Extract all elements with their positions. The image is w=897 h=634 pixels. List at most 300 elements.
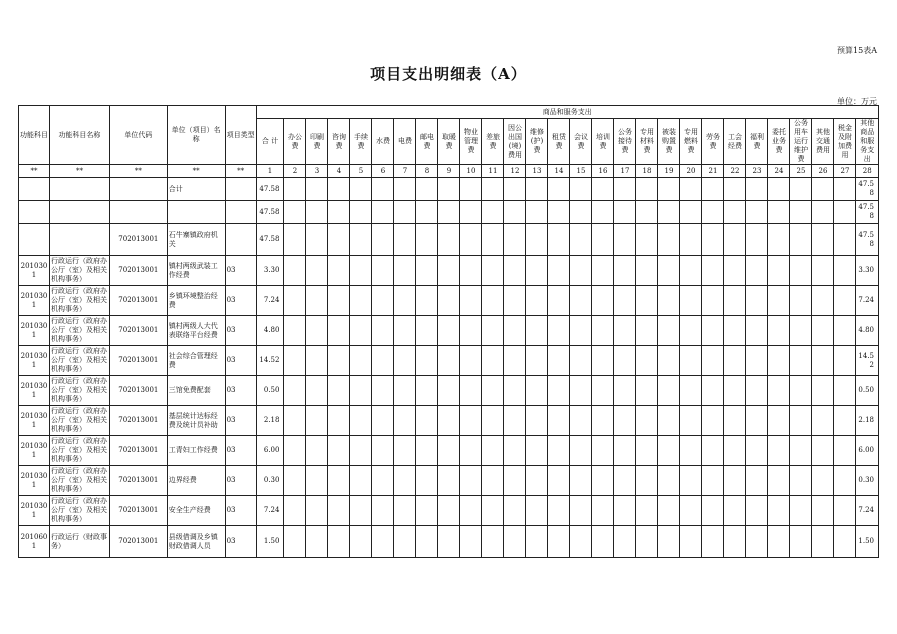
- empty-cell: [724, 466, 746, 496]
- empty-cell: [614, 286, 636, 316]
- empty-cell: [680, 256, 702, 286]
- column-number: 17: [614, 165, 636, 178]
- empty-cell: [504, 376, 526, 406]
- empty-cell: [526, 201, 548, 224]
- empty-cell: [658, 316, 680, 346]
- empty-cell: [460, 224, 482, 256]
- empty-cell: [372, 286, 394, 316]
- table-row: [19, 406, 879, 436]
- empty-cell: [768, 256, 790, 286]
- empty-cell: [746, 178, 768, 201]
- func-code: 2010301: [19, 406, 50, 436]
- empty-cell: [746, 406, 768, 436]
- project-type: 03: [225, 346, 256, 376]
- header-col: 其他商品和服务支出: [856, 119, 879, 165]
- unit-row: [19, 224, 879, 256]
- empty-cell: [680, 496, 702, 526]
- table-row: [19, 286, 879, 316]
- empty-cell: [658, 466, 680, 496]
- table-row: [19, 346, 879, 376]
- empty-cell: [746, 224, 768, 256]
- empty-cell: [724, 224, 746, 256]
- empty-cell: [724, 286, 746, 316]
- empty-cell: [438, 224, 460, 256]
- empty-cell: [834, 256, 856, 286]
- header-col: 其他交通费用: [812, 119, 834, 165]
- empty-cell: [526, 346, 548, 376]
- empty-cell: [724, 526, 746, 558]
- empty-cell: [592, 436, 614, 466]
- subtotal-row: [19, 201, 879, 224]
- empty-cell: [790, 466, 812, 496]
- unit-code: 702013001: [109, 256, 167, 286]
- empty-cell: [416, 224, 438, 256]
- total-value: 47.58: [256, 224, 284, 256]
- empty-cell: [812, 406, 834, 436]
- empty-cell: [790, 256, 812, 286]
- star-cell: **: [225, 165, 256, 178]
- empty-cell: [592, 286, 614, 316]
- func-name: 行政运行（政府办公厅（室）及相关机构事务）: [49, 496, 109, 526]
- column-number: 16: [592, 165, 614, 178]
- unit-code: 702013001: [109, 406, 167, 436]
- column-number: 28: [856, 165, 879, 178]
- empty-cell: [438, 286, 460, 316]
- empty-cell: [504, 286, 526, 316]
- empty-cell: [526, 256, 548, 286]
- empty-cell: [724, 316, 746, 346]
- empty-cell: [416, 346, 438, 376]
- empty-cell: [328, 466, 350, 496]
- header-col: 培训费: [592, 119, 614, 165]
- empty-cell: [482, 201, 504, 224]
- empty-cell: [834, 201, 856, 224]
- empty-cell: [482, 376, 504, 406]
- header-unit-code: 单位代码: [109, 106, 167, 165]
- empty-cell: [636, 224, 658, 256]
- empty-cell: [548, 496, 570, 526]
- project-name: 边界经费: [167, 466, 225, 496]
- other-value: 7.24: [856, 286, 879, 316]
- empty-cell: [482, 436, 504, 466]
- empty-cell: [570, 286, 592, 316]
- table-row: [19, 466, 879, 496]
- empty-cell: [746, 256, 768, 286]
- form-number: 预算15表A: [837, 46, 877, 55]
- column-number: 27: [834, 165, 856, 178]
- empty-cell: [548, 286, 570, 316]
- header-col: 公务用车运行维护费: [790, 119, 812, 165]
- empty-cell: [49, 201, 109, 224]
- empty-cell: [526, 286, 548, 316]
- header-col: 手续费: [350, 119, 372, 165]
- empty-cell: [306, 436, 328, 466]
- column-number: 10: [460, 165, 482, 178]
- empty-cell: [504, 436, 526, 466]
- empty-cell: [372, 406, 394, 436]
- empty-cell: [416, 436, 438, 466]
- func-code: 2010301: [19, 286, 50, 316]
- column-number: 15: [570, 165, 592, 178]
- empty-cell: [768, 286, 790, 316]
- empty-cell: [460, 466, 482, 496]
- empty-cell: [482, 224, 504, 256]
- header-col: 专用燃料费: [680, 119, 702, 165]
- total-value: 3.30: [256, 256, 284, 286]
- func-code: 2010301: [19, 346, 50, 376]
- other-value: 3.30: [856, 256, 879, 286]
- empty-cell: [482, 526, 504, 558]
- empty-cell: [394, 201, 416, 224]
- empty-cell: [328, 526, 350, 558]
- other-value: 0.30: [856, 466, 879, 496]
- empty-cell: [109, 178, 167, 201]
- func-code: 2010301: [19, 256, 50, 286]
- empty-cell: [328, 346, 350, 376]
- empty-cell: [768, 466, 790, 496]
- other-value: 47.58: [856, 224, 879, 256]
- header-col: 邮电费: [416, 119, 438, 165]
- column-number: 1: [256, 165, 284, 178]
- func-name: 行政运行（财政事务）: [49, 526, 109, 558]
- empty-cell: [548, 178, 570, 201]
- column-number: 26: [812, 165, 834, 178]
- empty-cell: [526, 526, 548, 558]
- empty-cell: [570, 436, 592, 466]
- empty-cell: [526, 178, 548, 201]
- empty-cell: [482, 466, 504, 496]
- empty-cell: [372, 346, 394, 376]
- empty-cell: [724, 256, 746, 286]
- empty-cell: [834, 316, 856, 346]
- empty-cell: [570, 466, 592, 496]
- empty-cell: [394, 224, 416, 256]
- empty-cell: [394, 346, 416, 376]
- empty-cell: [504, 496, 526, 526]
- empty-cell: [746, 201, 768, 224]
- empty-cell: [680, 286, 702, 316]
- empty-cell: [790, 178, 812, 201]
- empty-cell: [350, 346, 372, 376]
- total-row: [19, 178, 879, 201]
- empty-cell: [680, 201, 702, 224]
- empty-cell: [592, 406, 614, 436]
- empty-cell: [746, 346, 768, 376]
- empty-cell: [768, 496, 790, 526]
- other-value: 7.24: [856, 496, 879, 526]
- empty-cell: [570, 376, 592, 406]
- empty-cell: [680, 346, 702, 376]
- empty-cell: [768, 201, 790, 224]
- empty-cell: [614, 496, 636, 526]
- empty-cell: [394, 178, 416, 201]
- empty-cell: [614, 466, 636, 496]
- func-name: 行政运行（政府办公厅（室）及相关机构事务）: [49, 286, 109, 316]
- empty-cell: [702, 376, 724, 406]
- empty-cell: [724, 346, 746, 376]
- header-col: 劳务费: [702, 119, 724, 165]
- empty-cell: [636, 286, 658, 316]
- star-cell: **: [109, 165, 167, 178]
- empty-cell: [702, 224, 724, 256]
- empty-cell: [812, 256, 834, 286]
- project-expenditure-table: [18, 105, 879, 558]
- empty-cell: [680, 466, 702, 496]
- unit-code: 702013001: [109, 286, 167, 316]
- page-title: 项目支出明细表（A）: [370, 65, 527, 83]
- empty-cell: [482, 178, 504, 201]
- empty-cell: [372, 526, 394, 558]
- empty-cell: [350, 526, 372, 558]
- empty-cell: [482, 256, 504, 286]
- empty-cell: [284, 466, 306, 496]
- empty-cell: [372, 201, 394, 224]
- empty-cell: [636, 466, 658, 496]
- empty-cell: [790, 406, 812, 436]
- empty-cell: [482, 496, 504, 526]
- header-col: 维修(护)费: [526, 119, 548, 165]
- empty-cell: [284, 526, 306, 558]
- empty-cell: [306, 201, 328, 224]
- header-col: 办公费: [284, 119, 306, 165]
- empty-cell: [328, 376, 350, 406]
- empty-cell: [614, 256, 636, 286]
- func-code: 2010301: [19, 376, 50, 406]
- empty-cell: [746, 376, 768, 406]
- empty-cell: [702, 526, 724, 558]
- func-name: 行政运行（政府办公厅（室）及相关机构事务）: [49, 346, 109, 376]
- empty-cell: [658, 406, 680, 436]
- project-name: 镇村两级武装工作经费: [167, 256, 225, 286]
- empty-cell: [328, 436, 350, 466]
- empty-cell: [416, 406, 438, 436]
- unit-code: 702013001: [109, 436, 167, 466]
- column-number: 14: [548, 165, 570, 178]
- empty-cell: [372, 178, 394, 201]
- star-cell: **: [167, 165, 225, 178]
- empty-cell: [636, 436, 658, 466]
- empty-cell: [592, 496, 614, 526]
- total-value: 7.24: [256, 496, 284, 526]
- empty-cell: [702, 436, 724, 466]
- empty-cell: [526, 376, 548, 406]
- empty-cell: [834, 436, 856, 466]
- column-number: 13: [526, 165, 548, 178]
- empty-cell: [284, 406, 306, 436]
- empty-cell: [724, 201, 746, 224]
- empty-cell: [724, 406, 746, 436]
- empty-cell: [328, 178, 350, 201]
- empty-cell: [636, 496, 658, 526]
- empty-cell: [702, 178, 724, 201]
- empty-cell: [482, 346, 504, 376]
- empty-cell: [570, 346, 592, 376]
- empty-cell: [790, 376, 812, 406]
- unit-label: 单位：万元: [837, 97, 877, 106]
- header-unit-name: 单位（项目）名称: [167, 106, 225, 165]
- project-name: 工青妇工作经费: [167, 436, 225, 466]
- project-name: 三馆免费配套: [167, 376, 225, 406]
- empty-cell: [658, 256, 680, 286]
- empty-cell: [438, 526, 460, 558]
- empty-cell: [526, 406, 548, 436]
- empty-cell: [570, 526, 592, 558]
- unit-code: 702013001: [109, 346, 167, 376]
- column-number: 19: [658, 165, 680, 178]
- project-name: 乡镇环境整治经费: [167, 286, 225, 316]
- empty-cell: [812, 436, 834, 466]
- empty-cell: [834, 346, 856, 376]
- empty-cell: [702, 256, 724, 286]
- column-number: 4: [328, 165, 350, 178]
- column-number: 11: [482, 165, 504, 178]
- empty-cell: [504, 526, 526, 558]
- empty-cell: [636, 376, 658, 406]
- empty-cell: [394, 256, 416, 286]
- unit-code: 702013001: [109, 316, 167, 346]
- empty-cell: [306, 256, 328, 286]
- project-type: 03: [225, 466, 256, 496]
- header-col: 公务接待费: [614, 119, 636, 165]
- empty-cell: [680, 178, 702, 201]
- empty-cell: [328, 201, 350, 224]
- project-name: 安全生产经费: [167, 496, 225, 526]
- empty-cell: [614, 178, 636, 201]
- empty-cell: [526, 496, 548, 526]
- empty-cell: [724, 496, 746, 526]
- project-type: 03: [225, 526, 256, 558]
- empty-cell: [167, 201, 225, 224]
- header-col: 电费: [394, 119, 416, 165]
- total-label: 合计: [167, 178, 225, 201]
- empty-cell: [438, 256, 460, 286]
- empty-cell: [702, 201, 724, 224]
- empty-cell: [834, 496, 856, 526]
- empty-cell: [768, 346, 790, 376]
- project-type: 03: [225, 376, 256, 406]
- empty-cell: [306, 316, 328, 346]
- empty-cell: [790, 436, 812, 466]
- empty-cell: [746, 466, 768, 496]
- other-value: 0.50: [856, 376, 879, 406]
- empty-cell: [328, 224, 350, 256]
- column-number: 3: [306, 165, 328, 178]
- empty-cell: [790, 346, 812, 376]
- empty-cell: [306, 466, 328, 496]
- empty-cell: [702, 496, 724, 526]
- empty-cell: [19, 224, 50, 256]
- empty-cell: [790, 224, 812, 256]
- empty-cell: [438, 346, 460, 376]
- empty-cell: [438, 376, 460, 406]
- empty-cell: [482, 316, 504, 346]
- empty-cell: [570, 224, 592, 256]
- project-name: 社会综合管理经费: [167, 346, 225, 376]
- other-value: 14.52: [856, 346, 879, 376]
- project-type: 03: [225, 256, 256, 286]
- total-value: 0.30: [256, 466, 284, 496]
- column-number: 5: [350, 165, 372, 178]
- empty-cell: [592, 256, 614, 286]
- empty-cell: [614, 436, 636, 466]
- empty-cell: [416, 286, 438, 316]
- empty-cell: [504, 256, 526, 286]
- header-col: 水费: [372, 119, 394, 165]
- empty-cell: [460, 316, 482, 346]
- column-number: 25: [790, 165, 812, 178]
- empty-cell: [416, 178, 438, 201]
- empty-cell: [658, 346, 680, 376]
- empty-cell: [592, 376, 614, 406]
- empty-cell: [372, 436, 394, 466]
- empty-cell: [49, 224, 109, 256]
- empty-cell: [812, 224, 834, 256]
- empty-cell: [658, 496, 680, 526]
- header-col: 印刷费: [306, 119, 328, 165]
- empty-cell: [504, 201, 526, 224]
- empty-cell: [460, 256, 482, 286]
- empty-cell: [834, 224, 856, 256]
- empty-cell: [438, 406, 460, 436]
- column-number: 12: [504, 165, 526, 178]
- empty-cell: [350, 376, 372, 406]
- empty-cell: [372, 224, 394, 256]
- header-func-code: 功能科目: [19, 106, 50, 165]
- header-col: 税金及附加费用: [834, 119, 856, 165]
- empty-cell: [658, 286, 680, 316]
- total-value: 6.00: [256, 436, 284, 466]
- header-group: 商品和服务支出: [256, 106, 878, 119]
- empty-cell: [790, 201, 812, 224]
- empty-cell: [416, 316, 438, 346]
- func-name: 行政运行（政府办公厅（室）及相关机构事务）: [49, 376, 109, 406]
- func-code: 2010601: [19, 526, 50, 558]
- empty-cell: [812, 526, 834, 558]
- empty-cell: [548, 526, 570, 558]
- column-number: 22: [724, 165, 746, 178]
- empty-cell: [658, 436, 680, 466]
- total-value: 1.50: [256, 526, 284, 558]
- empty-cell: [438, 466, 460, 496]
- empty-cell: [438, 316, 460, 346]
- empty-cell: [680, 316, 702, 346]
- header-col: 合 计: [256, 119, 284, 165]
- empty-cell: [109, 201, 167, 224]
- project-name: 镇村两级人大代表联络平台经费: [167, 316, 225, 346]
- empty-cell: [416, 466, 438, 496]
- header-col: 工会经费: [724, 119, 746, 165]
- unit-code: 702013001: [109, 224, 167, 256]
- empty-cell: [548, 256, 570, 286]
- empty-cell: [680, 224, 702, 256]
- empty-cell: [680, 526, 702, 558]
- column-number: 23: [746, 165, 768, 178]
- empty-cell: [702, 316, 724, 346]
- func-code: 2010301: [19, 316, 50, 346]
- table-row: [19, 376, 879, 406]
- empty-cell: [636, 256, 658, 286]
- empty-cell: [592, 316, 614, 346]
- func-name: 行政运行（政府办公厅（室）及相关机构事务）: [49, 406, 109, 436]
- empty-cell: [350, 286, 372, 316]
- empty-cell: [284, 376, 306, 406]
- empty-cell: [19, 178, 50, 201]
- header-col: 差旅费: [482, 119, 504, 165]
- empty-cell: [482, 406, 504, 436]
- empty-cell: [834, 286, 856, 316]
- empty-cell: [768, 316, 790, 346]
- empty-cell: [746, 316, 768, 346]
